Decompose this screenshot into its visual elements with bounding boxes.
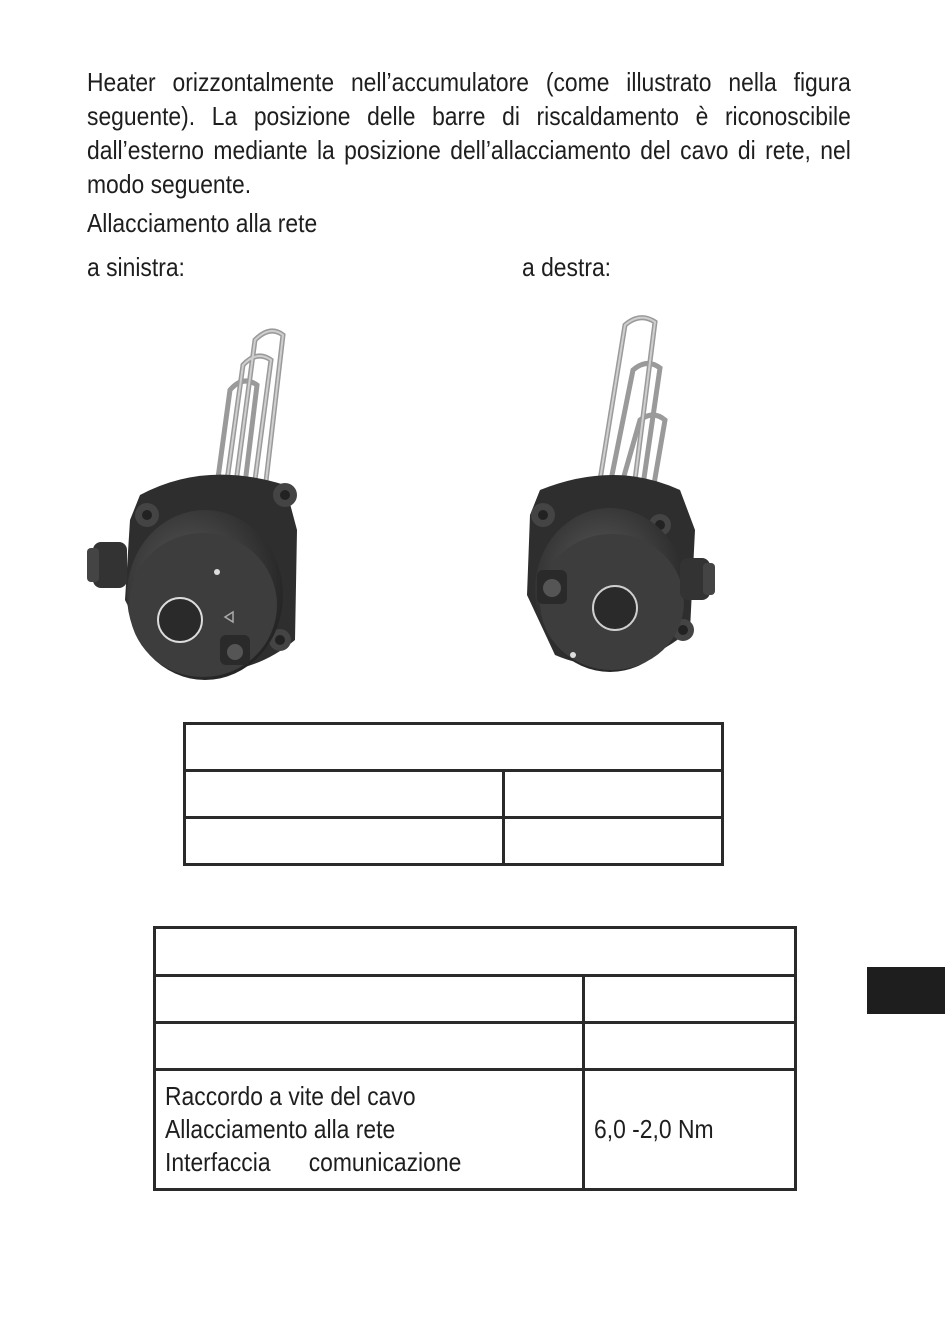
table-2-cell (584, 976, 796, 1023)
table-1-cell (185, 771, 504, 818)
table-1-header-cell (185, 724, 723, 771)
table-2-cell (155, 976, 584, 1023)
table-1 (183, 722, 724, 866)
table-2-description-cell (155, 1070, 584, 1190)
table-1-cell (185, 818, 504, 865)
chapter-tab-marker (867, 967, 945, 1014)
communication-interface-label: Interfaccia comunicazione (165, 1147, 462, 1177)
left-label: a sinistra: (87, 252, 185, 282)
table-1-cell (504, 818, 723, 865)
table-2-header-cell (155, 928, 796, 976)
torque-value: 6,0 -2,0 Nm (594, 1114, 714, 1144)
table-2 (153, 926, 797, 1191)
intro-paragraph: Heater orizzontalmente nell’accumulatore (come illustrato nella figura seguente). La posizione delle barre di riscaldamento è riconoscibile dall’esterno mediante la posizione dell’allacciamento del cavo di rete, nel modo seguente. (87, 67, 851, 199)
mains-connection-label: Allacciamento alla rete (165, 1114, 396, 1144)
table-2-cell (584, 1023, 796, 1070)
heater-right-image (515, 310, 725, 685)
cable-gland-label: Raccordo a vite del cavo (165, 1081, 416, 1111)
table-1-cell (504, 771, 723, 818)
section-heading: Allacciamento alla rete (87, 208, 318, 238)
right-label: a destra: (522, 252, 612, 282)
table-2-cell (155, 1023, 584, 1070)
table-2-torque-cell (584, 1070, 796, 1190)
heater-left-image (85, 320, 325, 690)
